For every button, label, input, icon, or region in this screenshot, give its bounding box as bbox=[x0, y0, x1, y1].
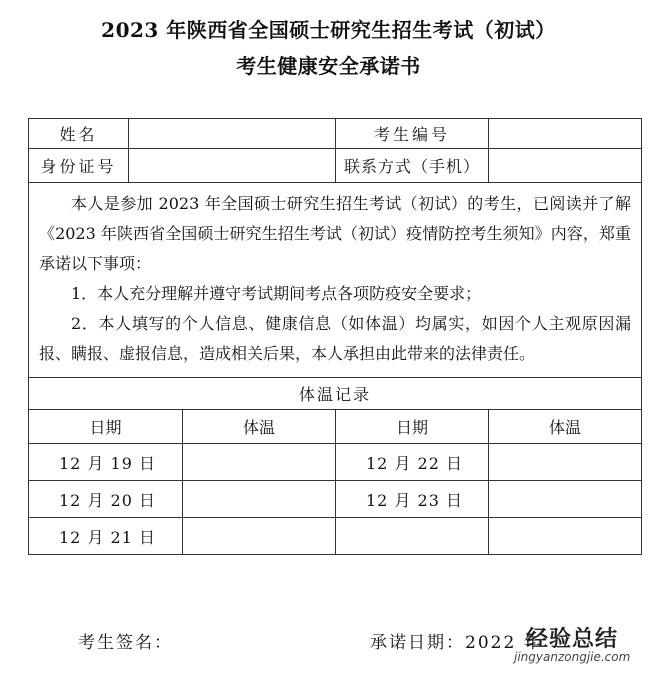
id-card-label: 身份证号 bbox=[29, 149, 129, 183]
temp-record-title-row bbox=[29, 378, 642, 410]
name-field[interactable] bbox=[129, 119, 336, 149]
date-header-left: 日期 bbox=[29, 410, 183, 444]
watermark-url: jingyanzongjie.com bbox=[514, 650, 631, 664]
watermark bbox=[512, 620, 652, 668]
promise-date-label: 承诺日期：2022 年 bbox=[370, 633, 543, 653]
temp-header-right: 体温 bbox=[489, 410, 642, 444]
exam-id-label: 考生编号 bbox=[336, 119, 489, 149]
temp-field[interactable] bbox=[489, 444, 642, 481]
temp-field[interactable] bbox=[183, 444, 336, 481]
date-cell: 12 月 22 日 bbox=[336, 444, 489, 481]
temp-row bbox=[29, 444, 642, 481]
document-title: 2023 年陕西省全国硕士研究生招生考试（初试） bbox=[101, 18, 556, 42]
id-card-field[interactable] bbox=[129, 149, 336, 183]
temp-header-row bbox=[29, 410, 642, 444]
commitment-form-table bbox=[28, 118, 642, 555]
statement-intro: 本人是参加 2023 年全国硕士研究生招生考试（初试）的考生，已阅读并了解《2023 年陕西省全国硕士研究生招生考试（初试）疫情防控考生须知》内容，郑重承诺以下事项： bbox=[39, 194, 631, 273]
signature-label: 考生签名： bbox=[78, 633, 173, 653]
empty-cell bbox=[489, 518, 642, 555]
statement-item-2: 2．本人填写的个人信息、健康信息（如体温）均属实，如因个人主观原因漏报、瞒报、虚报信息，造成相关后果，本人承担由此带来的法律责任。 bbox=[39, 314, 631, 363]
statement-cell bbox=[29, 183, 642, 378]
temp-field[interactable] bbox=[183, 481, 336, 518]
contact-field[interactable] bbox=[489, 149, 642, 183]
date-cell: 12 月 23 日 bbox=[336, 481, 489, 518]
date-cell: 12 月 21 日 bbox=[29, 518, 183, 555]
temp-field[interactable] bbox=[489, 481, 642, 518]
document-subtitle: 考生健康安全承诺书 bbox=[236, 54, 421, 78]
name-label: 姓名 bbox=[29, 119, 129, 149]
statement-item-1: 1．本人充分理解并遵守考试期间考点各项防疫安全要求； bbox=[71, 284, 482, 303]
contact-label: 联系方式（手机） bbox=[336, 149, 489, 183]
name-row bbox=[29, 119, 642, 149]
date-header-right: 日期 bbox=[336, 410, 489, 444]
date-cell: 12 月 19 日 bbox=[29, 444, 183, 481]
statement-row bbox=[29, 183, 642, 378]
id-row bbox=[29, 149, 642, 183]
temp-field[interactable] bbox=[183, 518, 336, 555]
exam-id-field[interactable] bbox=[489, 119, 642, 149]
empty-cell bbox=[336, 518, 489, 555]
temp-row bbox=[29, 518, 642, 555]
temp-row bbox=[29, 481, 642, 518]
date-cell: 12 月 20 日 bbox=[29, 481, 183, 518]
temp-record-title: 体温记录 bbox=[29, 378, 642, 410]
temp-header-left: 体温 bbox=[183, 410, 336, 444]
watermark-logo-text: 经验总结 bbox=[526, 627, 619, 652]
